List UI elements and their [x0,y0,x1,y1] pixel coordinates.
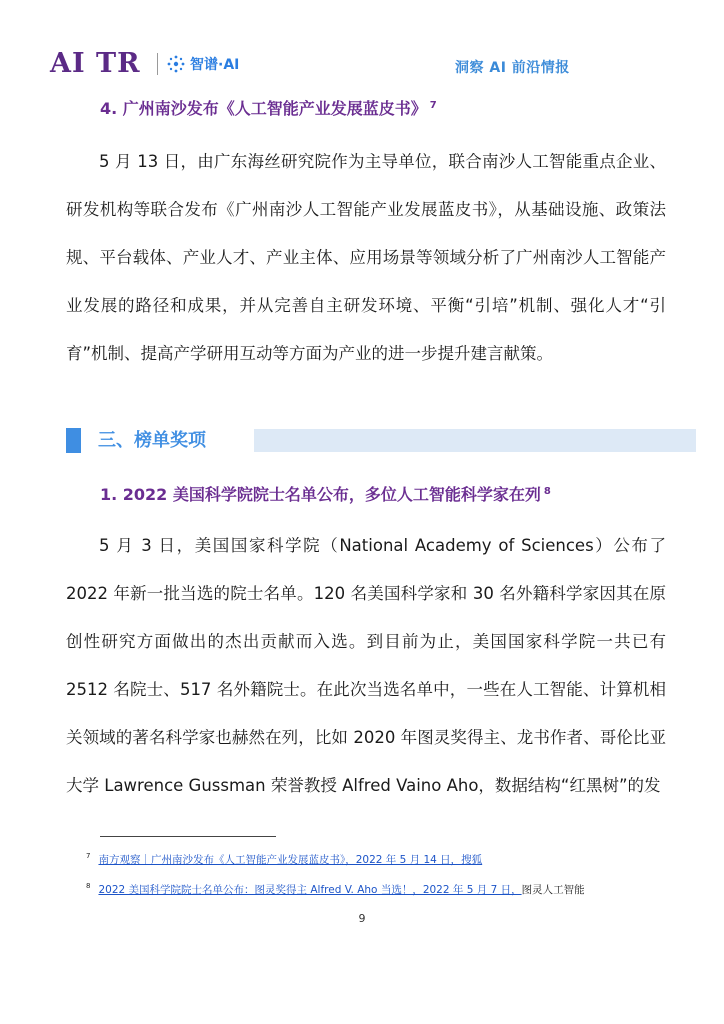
section-title: 三、榜单奖项 [98,430,206,451]
footnote-ref[interactable]: 8 [543,485,551,497]
section-header [66,428,696,453]
paragraph-text: 5 月 13 日，由广东海丝研究院作为主导单位，联合南沙人工智能重点企业、研发机构等联合发布《广州南沙人工智能产业发展蓝皮书》，从基础设施、政策法规、平台载体、产业人才、产业主体、应用场景等领域分析了广州南沙人工智能产业发展的路径和成果，并从完善自主研发环境、平衡“引培”机制、强化人才“引育”机制、提高产学研用互动等方面为产业的进一步提升建言献策。 [66,152,666,363]
zhipu-logo-text: 智谱·AI [190,57,240,73]
footnote-number: 7 [86,852,91,860]
header-slogan: 洞察 AI 前沿情报 [455,60,570,76]
paragraph-nansha [66,138,666,378]
subsection-title-text: 4. 广州南沙发布《人工智能产业发展蓝皮书》 [100,99,427,118]
footnote-ref[interactable]: 7 [429,99,437,111]
footnote-8 [86,882,585,897]
footnote-divider [100,836,276,837]
footnote-source: 图灵人工智能 [521,884,585,896]
logo-divider [157,53,158,75]
section-band [254,429,696,452]
footnote-link[interactable]: 南方观察｜广州南沙发布《人工智能产业发展蓝皮书》，2022 年 5 月 14 日，搜狐 [98,854,483,866]
aitr-logo: AI TR [50,48,141,79]
paragraph-nas [66,522,666,810]
footnote-link[interactable]: 2022 美国科学院院士名单公布：图灵奖得主 Alfred V. Aho 当选！，2022 年 5 月 7 日， [98,884,522,896]
subsection-title-1 [100,482,551,505]
footnote-number: 8 [86,882,91,890]
section-block-icon [66,428,81,453]
subsection-title-text: 1. 2022 美国科学院院士名单公布，多位人工智能科学家在列 [100,485,541,504]
zhipu-logo-icon [166,54,186,74]
page-header [0,0,724,90]
page-number: 9 [358,912,366,925]
paragraph-text: 5 月 3 日，美国国家科学院（National Academy of Sciences）公布了 2022 年新一批当选的院士名单。120 名美国科学家和 30 名外籍科学家因其在原创性研究方面做出的杰出贡献而入选。到目前为止，美国国家科学院一共已有 2512 名院士、517 名外籍院士。在此次当选名单中，一些在人工智能、计算机相关领域的著名科学家也赫然在列，比如 2020 年图灵奖得主、龙书作者、哥伦比亚大学 Lawrence Gussman 荣誉教授 Alfred Vaino Aho，数据结构“红黑树”的发 [66,536,666,795]
subsection-title-4 [100,96,437,119]
footnote-7 [86,852,482,867]
